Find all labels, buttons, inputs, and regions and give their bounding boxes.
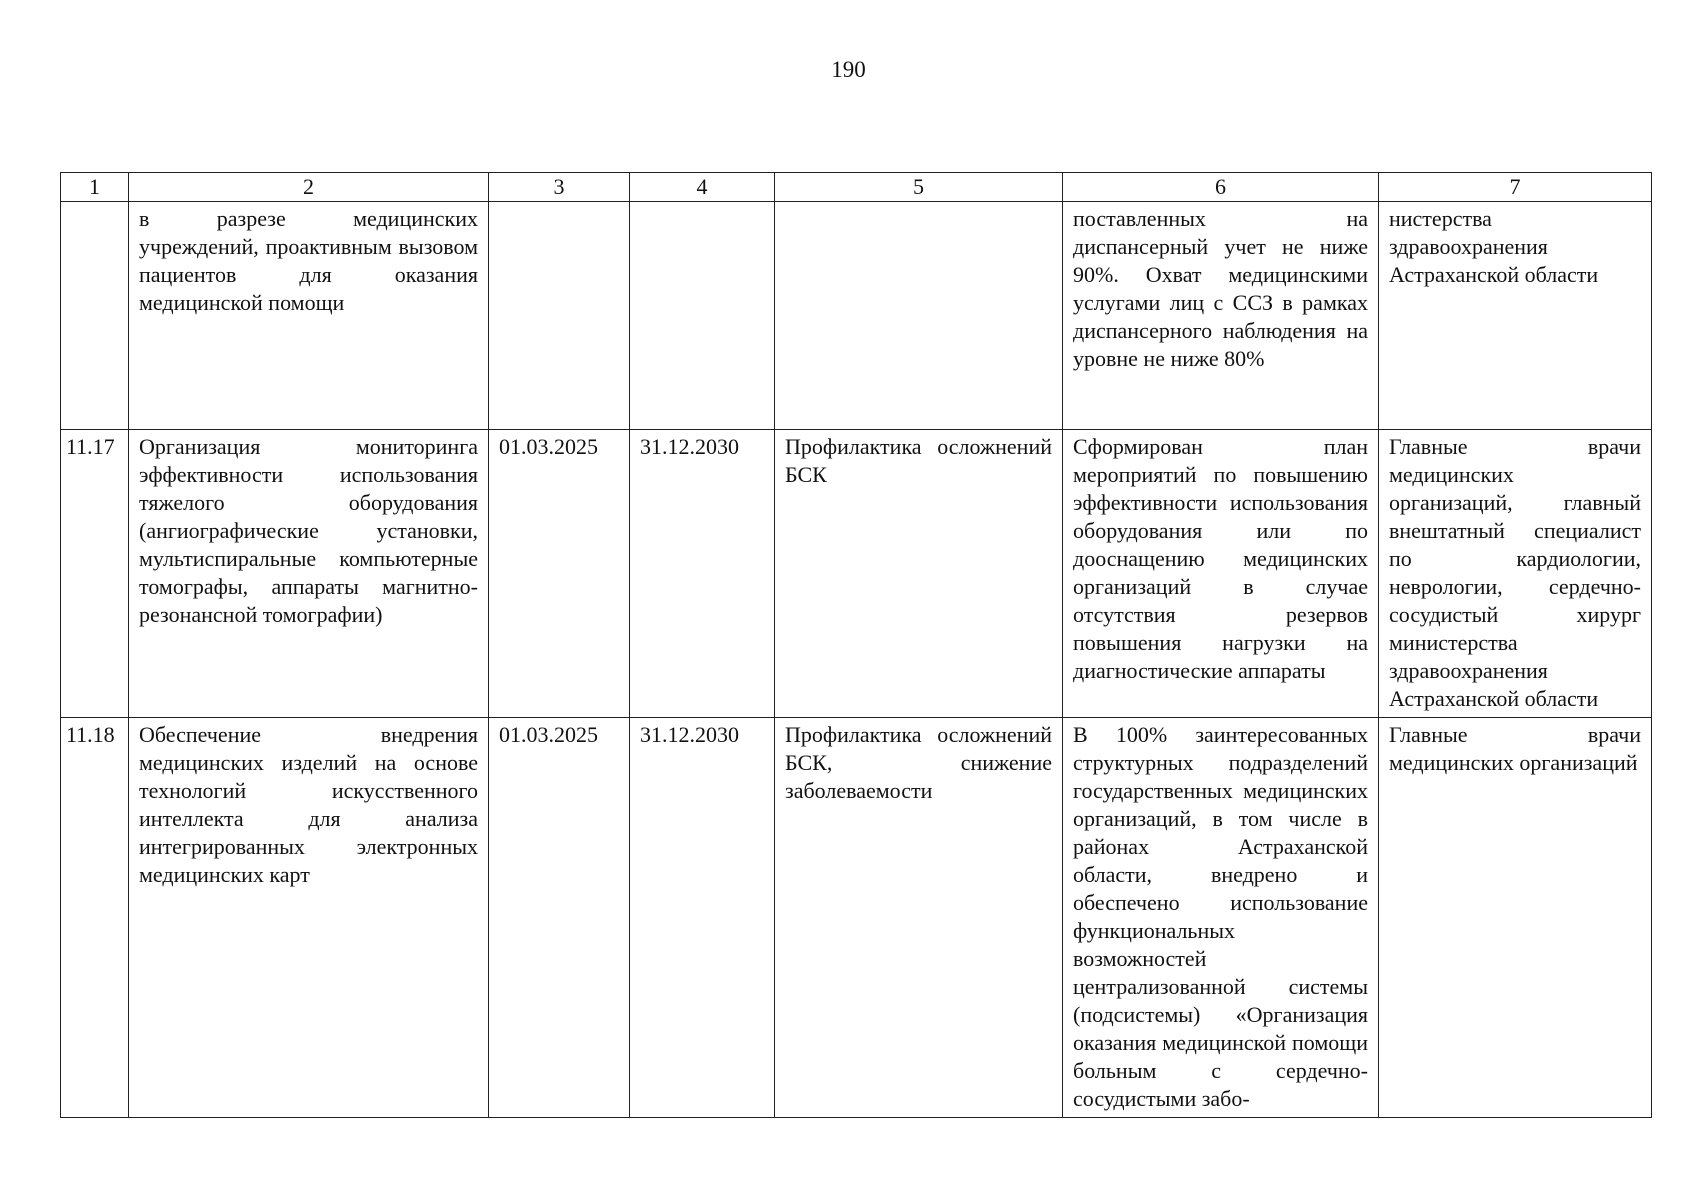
page-number: 190	[831, 57, 866, 82]
start-date: 01.03.2025	[489, 718, 630, 1118]
responsible-cell: Главные врачи медицинских организаций, главный внештатный специалист по кардиологии, неврологии, сердечно-сосудистый хирург министерства здравоохранения Астраханской области	[1379, 430, 1652, 718]
table-row	[61, 718, 1652, 1118]
item-number: 11.18	[61, 718, 129, 1118]
column-header: 5	[775, 173, 1063, 202]
start-date	[489, 202, 630, 430]
column-header: 4	[630, 173, 775, 202]
end-date: 31.12.2030	[630, 718, 775, 1118]
end-date: 31.12.2030	[630, 430, 775, 718]
characteristic-cell	[775, 202, 1063, 430]
characteristic-cell: Профилактика осложнений БСК, снижение заболеваемости	[775, 718, 1063, 1118]
activity-cell: Обеспечение внедрения медицинских изделий на основе технологий искусственного интеллекта для анализа интегрированных электронных медицинских карт	[129, 718, 489, 1118]
characteristic-cell: Профилактика осложнений БСК	[775, 430, 1063, 718]
column-header: 3	[489, 173, 630, 202]
column-header: 7	[1379, 173, 1652, 202]
result-cell: Сформирован план мероприятий по повышению эффективности использования оборудования или по дооснащению медицинских организаций в случае отсутствия резервов повышения нагрузки на диагностические аппараты	[1063, 430, 1379, 718]
table-row	[61, 202, 1652, 430]
item-number: 11.17	[61, 430, 129, 718]
table-row	[61, 430, 1652, 718]
responsible-cell: нистерства здравоохранения Астраханской области	[1379, 202, 1652, 430]
item-number	[61, 202, 129, 430]
column-header: 6	[1063, 173, 1379, 202]
end-date	[630, 202, 775, 430]
start-date: 01.03.2025	[489, 430, 630, 718]
activity-cell: Организация мониторинга эффективности использования тяжелого оборудования (ангиографические установки, мультиспиральные компьютерные томографы, аппараты магнитно-резонансной томографии)	[129, 430, 489, 718]
result-cell: поставленных на диспансерный учет не ниже 90%. Охват медицинскими услугами лиц с ССЗ в рамках диспансерного наблюдения на уровне не ниже 80%	[1063, 202, 1379, 430]
responsible-cell: Главные врачи медицинских организаций	[1379, 718, 1652, 1118]
column-header: 1	[61, 173, 129, 202]
column-header: 2	[129, 173, 489, 202]
activity-cell: в разрезе медицинских учреждений, проактивным вызовом пациентов для оказания медицинской помощи	[129, 202, 489, 430]
result-cell: В 100% заинтересованных структурных подразделений государственных медицинских организаций, в том числе в районах Астраханской области, внедрено и обеспечено использование функциональных возможностей централизованной системы (подсистемы) «Организация оказания медицинской помощи больным с сердечно-сосудистыми забо-	[1063, 718, 1379, 1118]
plan-table	[60, 172, 1652, 1118]
column-number-row	[61, 173, 1652, 202]
